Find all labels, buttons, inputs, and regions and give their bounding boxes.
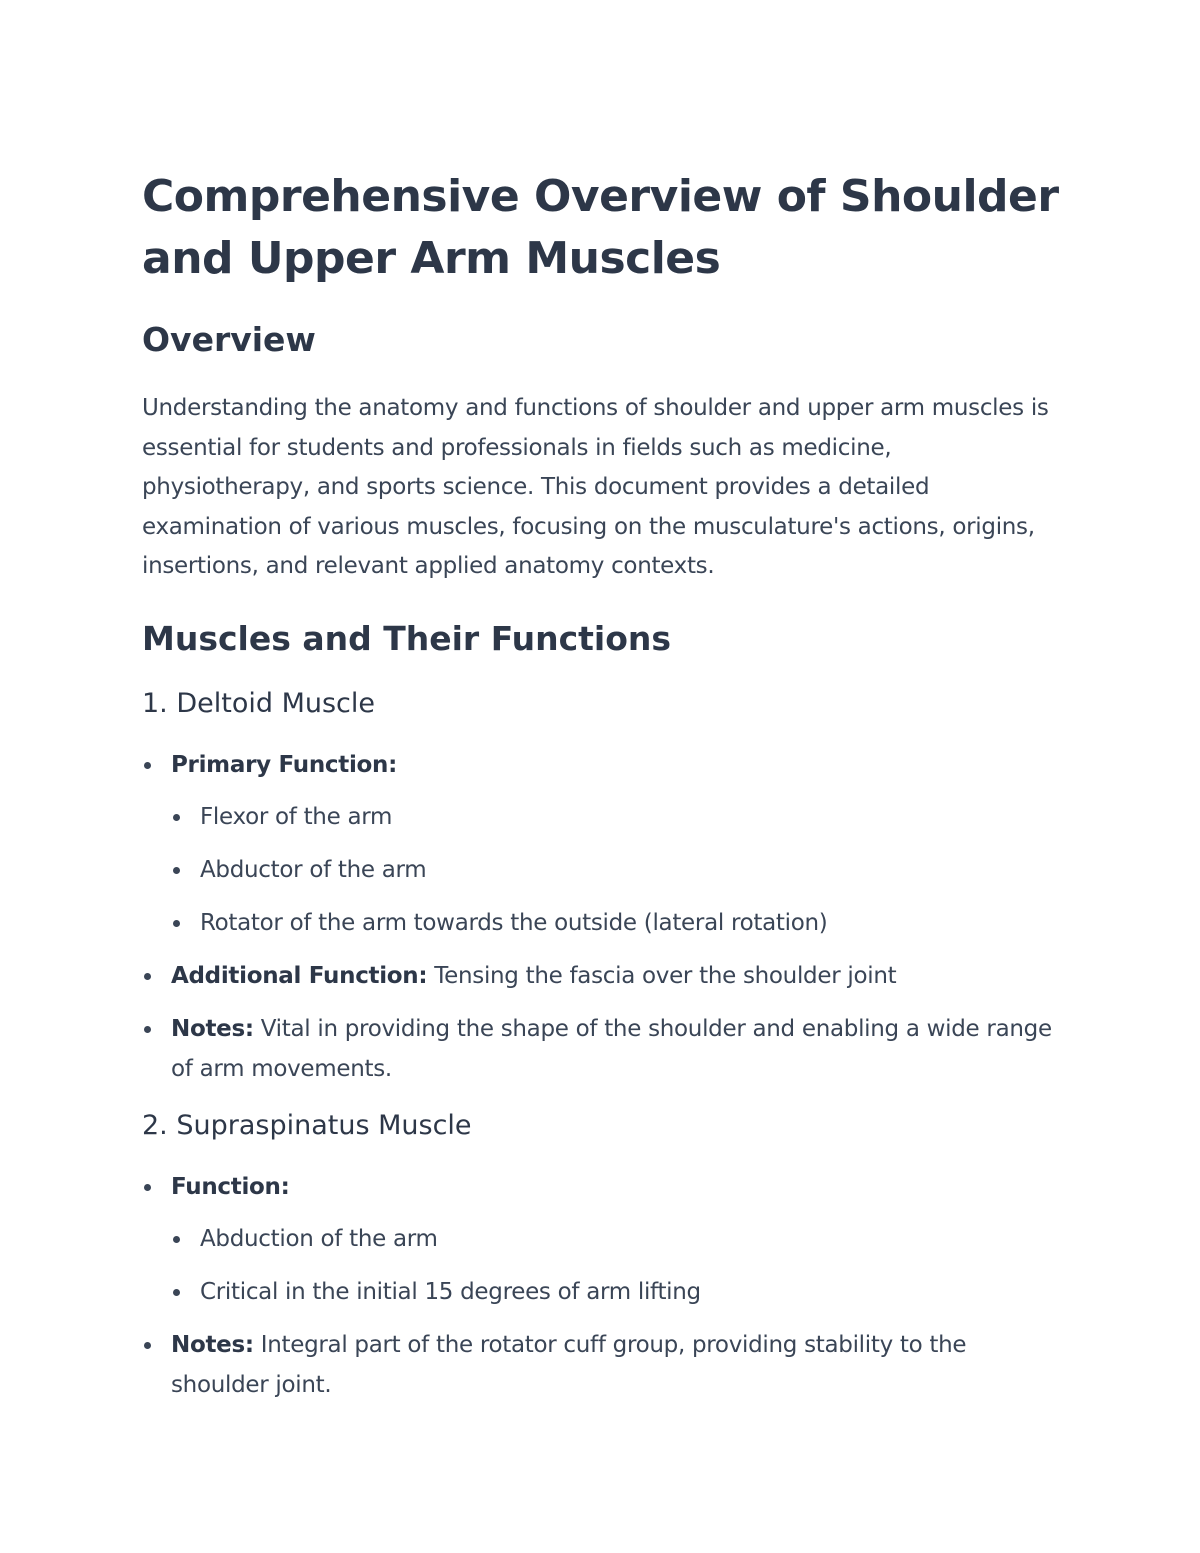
primary-function-label: Primary Function: — [171, 751, 398, 778]
list-item: Abduction of the arm — [171, 1219, 1062, 1259]
deltoid-heading: 1. Deltoid Muscle — [142, 687, 376, 719]
supraspinatus-function-item — [142, 1167, 1062, 1312]
supraspinatus-function-sublist — [171, 1219, 1062, 1312]
notes-label: Notes: — [171, 1331, 254, 1358]
supraspinatus-list — [142, 1167, 1062, 1405]
supraspinatus-heading: 2. Supraspinatus Muscle — [142, 1109, 472, 1141]
additional-function-label: Additional Function: — [171, 962, 428, 989]
deltoid-additional-function-item — [142, 956, 1062, 996]
deltoid-primary-function-item — [142, 745, 1062, 943]
overview-heading: Overview — [142, 320, 316, 359]
list-item: Abductor of the arm — [171, 850, 1062, 890]
deltoid-notes-item — [142, 1009, 1062, 1089]
notes-text: Vital in providing the shape of the shoulder and enabling a wide range of arm movements. — [171, 1015, 1052, 1082]
muscles-section-heading: Muscles and Their Functions — [142, 618, 672, 658]
document-title: Comprehensive Overview of Shoulder and Upper Arm Muscles — [142, 171, 1059, 284]
function-label: Function: — [171, 1173, 290, 1200]
list-item: Flexor of the arm — [171, 797, 1062, 837]
document-page — [142, 166, 1062, 1418]
supraspinatus-notes-item — [142, 1325, 1062, 1405]
overview-paragraph: Understanding the anatomy and functions of shoulder and upper arm muscles is essential for students and professionals in fields such as medicine, physiotherapy, and sports science. This document provides a detailed examination of various muscles, focusing on the musculature's actions, origins, insertions, and relevant applied anatomy contexts. — [142, 395, 1049, 579]
list-item: Critical in the initial 15 degrees of arm lifting — [171, 1272, 1062, 1312]
notes-label: Notes: — [171, 1015, 254, 1042]
additional-function-text: Tensing the fascia over the shoulder joint — [427, 962, 897, 989]
list-item: Rotator of the arm towards the outside (lateral rotation) — [171, 903, 1062, 943]
deltoid-primary-sublist — [171, 797, 1062, 943]
deltoid-list — [142, 745, 1062, 1089]
notes-text: Integral part of the rotator cuff group, providing stability to the shoulder joint. — [171, 1331, 967, 1398]
